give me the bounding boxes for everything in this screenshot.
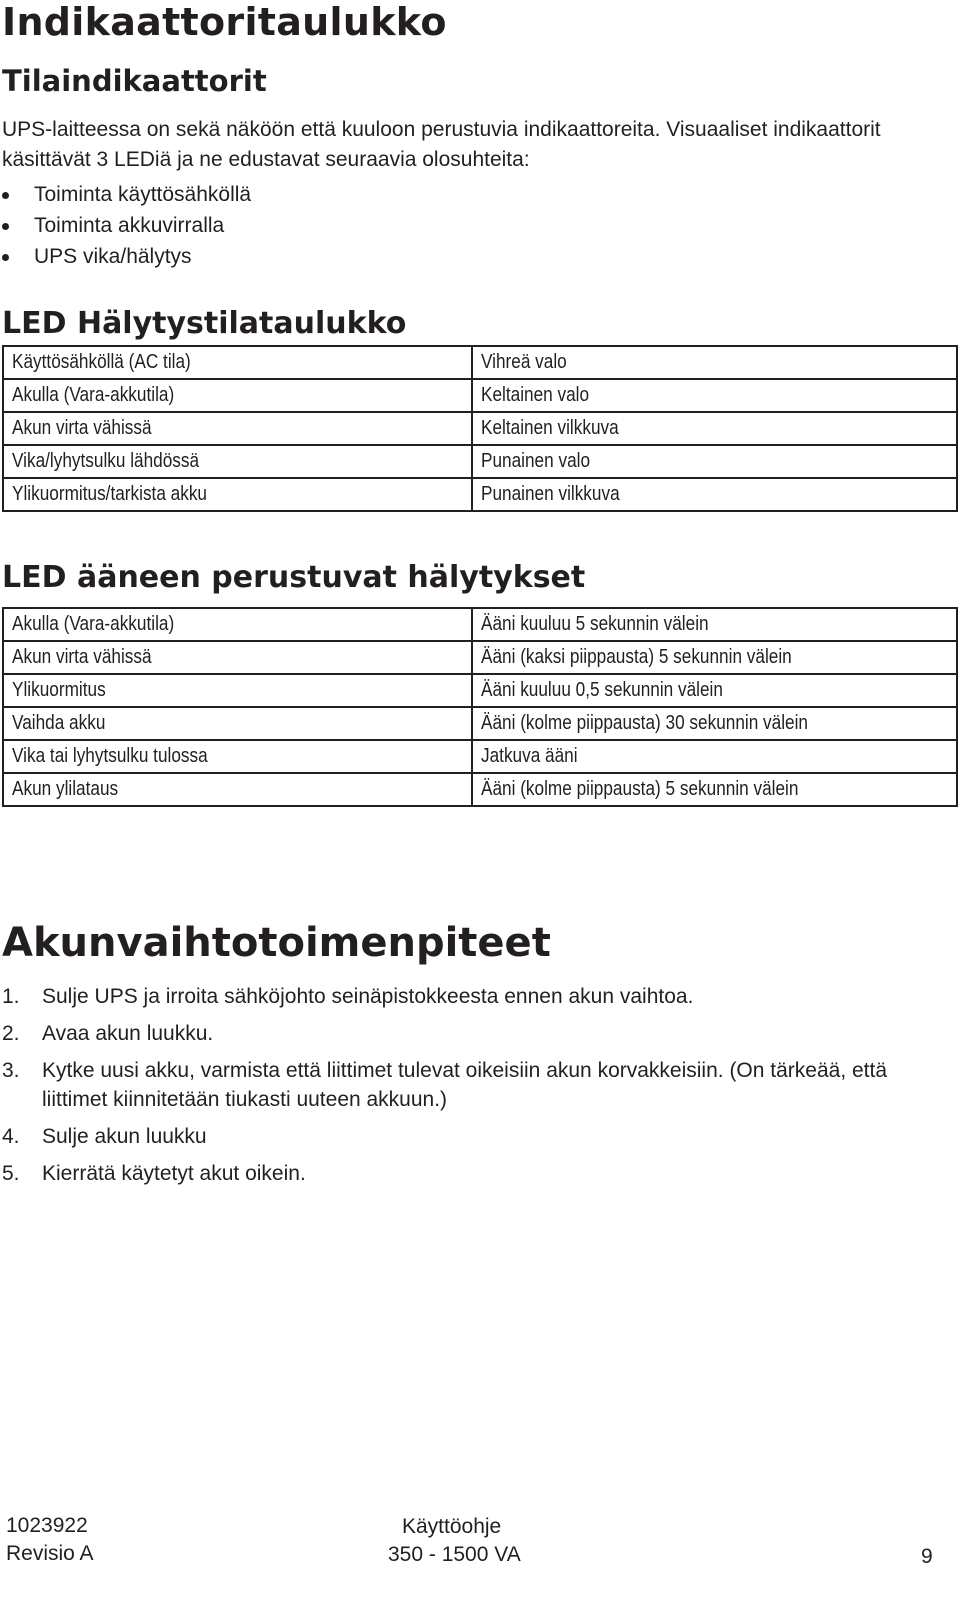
table-cell: Akun ylilataus (12, 778, 119, 800)
list-item: Toiminta akkuvirralla (0, 210, 251, 241)
table-cell: Ääni kuuluu 5 sekunnin välein (481, 613, 709, 635)
table-cell: Akun virta vähissä (12, 417, 152, 439)
table-row (3, 379, 957, 412)
manual-label: Käyttöohje (402, 1515, 502, 1538)
table-cell: Käyttösähköllä (AC tila) (12, 351, 191, 373)
list-item: UPS vika/hälytys (0, 241, 251, 272)
step-text: Avaa akun luukku. (42, 1022, 214, 1045)
table-row (3, 608, 957, 641)
table-row (3, 346, 957, 379)
document-number: 1023922 (6, 1514, 88, 1537)
bullet-icon (2, 192, 9, 199)
table-row (3, 674, 957, 707)
table-cell: Vaihda akku (12, 712, 106, 734)
table-cell: Ääni (kolme piippausta) 30 sekunnin välein (481, 712, 809, 734)
table-cell: Ylikuormitus/tarkista akku (12, 483, 208, 505)
table-cell: Akulla (Vara-akkutila) (12, 613, 175, 635)
list-item: Toiminta käyttösähköllä (0, 179, 251, 210)
table-cell: Vika tai lyhytsulku tulossa (12, 745, 208, 767)
sound-alarms-heading: LED ääneen perustuvat hälytykset (2, 560, 586, 595)
led-status-table (2, 345, 958, 512)
table-row (3, 740, 957, 773)
step-text: Sulje akun luukku (42, 1125, 207, 1148)
table-cell: Keltainen valo (481, 384, 590, 406)
list-item (0, 1056, 950, 1114)
table-cell: Ääni (kaksi piippausta) 5 sekunnin välein (481, 646, 792, 668)
status-indicators-heading: Tilaindikaattorit (2, 64, 267, 98)
table-row (3, 707, 957, 740)
step-text: Kytke uusi akku, varmista että liittimet tulevat oikeisiin akun korvakkeisiin. (On tärkeää, että liittimet kiinnitetään tiukasti uuteen akkuun.) (42, 1059, 888, 1111)
step-number: 3. (2, 1059, 20, 1082)
led-table-heading: LED Hälytystilataulukko (2, 306, 407, 341)
bullet-icon (2, 223, 9, 230)
step-number: 5. (2, 1162, 20, 1185)
table-cell: Ylikuormitus (12, 679, 106, 701)
table-cell: Punainen vilkkuva (481, 483, 620, 505)
sound-alarm-table (2, 607, 958, 807)
table-row (3, 773, 957, 806)
bullet-icon (2, 254, 9, 261)
table-cell: Akulla (Vara-akkutila) (12, 384, 175, 406)
table-cell: Punainen valo (481, 450, 591, 472)
table-cell: Ääni kuuluu 0,5 sekunnin välein (481, 679, 723, 701)
model-range: 350 - 1500 VA (388, 1543, 521, 1566)
table-cell: Jatkuva ääni (481, 745, 578, 767)
replacement-heading: Akunvaihtotoimenpiteet (2, 920, 551, 966)
table-cell: Akun virta vähissä (12, 646, 152, 668)
table-cell: Ääni (kolme piippausta) 5 sekunnin välein (481, 778, 799, 800)
revision: Revisio A (6, 1542, 94, 1565)
step-number: 1. (2, 985, 20, 1008)
table-cell: Keltainen vilkkuva (481, 417, 619, 439)
table-row (3, 641, 957, 674)
replacement-steps (0, 982, 950, 1196)
page-title: Indikaattoritaulukko (2, 0, 447, 44)
table-row (3, 412, 957, 445)
table-cell: Vihreä valo (481, 351, 567, 373)
page-number: 9 (921, 1545, 933, 1568)
step-number: 2. (2, 1022, 20, 1045)
table-row (3, 478, 957, 511)
list-item (0, 982, 950, 1011)
intro-paragraph: UPS-laitteessa on sekä näköön että kuuloon perustuvia indikaattoreita. Visuaaliset indikaattorit käsittävät 3 LEDiä ja ne edustavat seuraavia olosuhteita: (2, 118, 881, 171)
indicator-list (0, 179, 251, 272)
list-item (0, 1122, 950, 1151)
step-text: Sulje UPS ja irroita sähköjohto seinäpistokkeesta ennen akun vaihtoa. (42, 985, 694, 1008)
table-row (3, 445, 957, 478)
step-text: Kierrätä käytetyt akut oikein. (42, 1162, 306, 1185)
list-item (0, 1019, 950, 1048)
list-item (0, 1159, 950, 1188)
step-number: 4. (2, 1125, 20, 1148)
table-cell: Vika/lyhytsulku lähdössä (12, 450, 200, 472)
